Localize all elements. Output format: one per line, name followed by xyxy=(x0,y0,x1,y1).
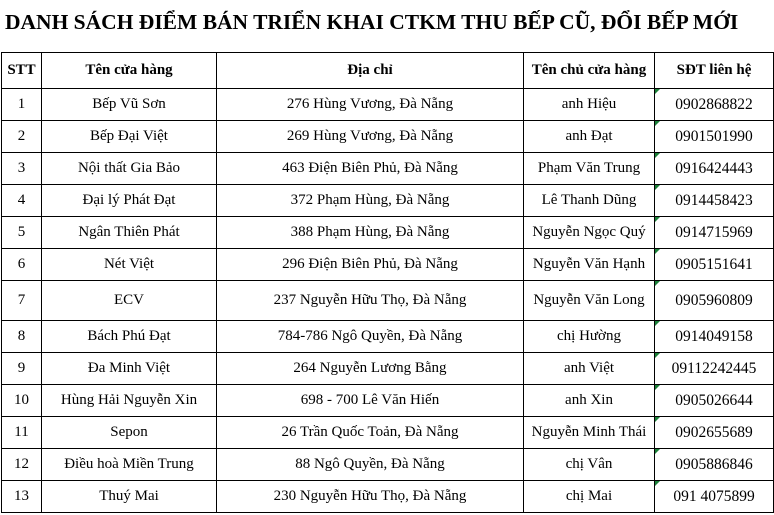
cell-stt[interactable]: 11 xyxy=(2,417,42,449)
comment-indicator-icon xyxy=(655,217,660,222)
cell-stt[interactable]: 13 xyxy=(2,481,42,513)
table-row xyxy=(2,449,774,481)
cell-owner[interactable]: chị Mai xyxy=(524,481,655,513)
cell-address[interactable]: 230 Nguyễn Hữu Thọ, Đà Nẵng xyxy=(217,481,524,513)
cell-owner[interactable]: Nguyễn Ngọc Quý xyxy=(524,217,655,249)
comment-indicator-icon xyxy=(655,321,660,326)
table-row xyxy=(2,153,774,185)
store-table xyxy=(1,52,774,513)
cell-stt[interactable]: 2 xyxy=(2,121,42,153)
cell-phone[interactable] xyxy=(655,153,774,185)
cell-owner[interactable]: anh Hiệu xyxy=(524,89,655,121)
cell-store-name[interactable]: Nét Việt xyxy=(42,249,217,281)
cell-store-name[interactable]: Điều hoà Miền Trung xyxy=(42,449,217,481)
cell-address[interactable]: 276 Hùng Vương, Đà Nẵng xyxy=(217,89,524,121)
cell-store-name[interactable]: Ngân Thiên Phát xyxy=(42,217,217,249)
comment-indicator-icon xyxy=(655,153,660,158)
cell-store-name[interactable]: Hùng Hải Nguyễn Xin xyxy=(42,385,217,417)
cell-stt[interactable]: 3 xyxy=(2,153,42,185)
cell-phone[interactable] xyxy=(655,217,774,249)
phone-number: 091 4075899 xyxy=(673,487,755,505)
table-row xyxy=(2,481,774,513)
phone-number: 0902868822 xyxy=(675,95,753,113)
comment-indicator-icon xyxy=(655,481,660,486)
cell-owner[interactable]: Nguyễn Văn Hạnh xyxy=(524,249,655,281)
cell-address[interactable]: 784-786 Ngô Quyền, Đà Nẵng xyxy=(217,321,524,353)
cell-address[interactable]: 698 - 700 Lê Văn Hiến xyxy=(217,385,524,417)
cell-address[interactable]: 26 Trần Quốc Toản, Đà Nẵng xyxy=(217,417,524,449)
phone-number: 0901501990 xyxy=(675,127,753,145)
cell-address[interactable]: 88 Ngô Quyền, Đà Nẵng xyxy=(217,449,524,481)
cell-stt[interactable]: 9 xyxy=(2,353,42,385)
cell-owner[interactable]: Phạm Văn Trung xyxy=(524,153,655,185)
phone-number: 0914458423 xyxy=(675,191,753,209)
cell-owner[interactable]: anh Xin xyxy=(524,385,655,417)
cell-address[interactable]: 296 Điện Biên Phủ, Đà Nẵng xyxy=(217,249,524,281)
phone-number: 0905886846 xyxy=(675,455,753,473)
cell-phone[interactable] xyxy=(655,121,774,153)
cell-phone[interactable] xyxy=(655,321,774,353)
phone-number: 0905026644 xyxy=(675,391,753,409)
cell-phone[interactable] xyxy=(655,249,774,281)
table-row xyxy=(2,185,774,217)
table-row xyxy=(2,321,774,353)
cell-owner[interactable]: Nguyễn Văn Long xyxy=(524,281,655,321)
cell-store-name[interactable]: Sepon xyxy=(42,417,217,449)
cell-address[interactable]: 372 Phạm Hùng, Đà Nẵng xyxy=(217,185,524,217)
comment-indicator-icon xyxy=(655,89,660,94)
comment-indicator-icon xyxy=(655,249,660,254)
cell-address[interactable]: 388 Phạm Hùng, Đà Nẵng xyxy=(217,217,524,249)
cell-owner[interactable]: anh Việt xyxy=(524,353,655,385)
cell-owner[interactable]: Lê Thanh Dũng xyxy=(524,185,655,217)
cell-stt[interactable]: 10 xyxy=(2,385,42,417)
header-row xyxy=(2,53,774,89)
table-row xyxy=(2,353,774,385)
phone-number: 0914049158 xyxy=(675,327,753,345)
table-body xyxy=(2,89,774,513)
cell-address[interactable]: 264 Nguyễn Lương Bằng xyxy=(217,353,524,385)
cell-owner[interactable]: chị Vân xyxy=(524,449,655,481)
cell-store-name[interactable]: Bếp Vũ Sơn xyxy=(42,89,217,121)
cell-owner[interactable]: chị Hường xyxy=(524,321,655,353)
comment-indicator-icon xyxy=(655,121,660,126)
comment-indicator-icon xyxy=(655,353,660,358)
header-phone[interactable]: SĐT liên hệ xyxy=(655,53,774,89)
comment-indicator-icon xyxy=(655,449,660,454)
cell-phone[interactable] xyxy=(655,449,774,481)
cell-stt[interactable]: 7 xyxy=(2,281,42,321)
cell-phone[interactable] xyxy=(655,481,774,513)
cell-stt[interactable]: 4 xyxy=(2,185,42,217)
table-row xyxy=(2,121,774,153)
table-row xyxy=(2,89,774,121)
phone-number: 0905151641 xyxy=(675,255,753,273)
phone-number: 0905960809 xyxy=(675,291,753,309)
cell-owner[interactable]: anh Đạt xyxy=(524,121,655,153)
phone-number: 0914715969 xyxy=(675,223,753,241)
cell-phone[interactable] xyxy=(655,385,774,417)
cell-address[interactable]: 269 Hùng Vương, Đà Nẵng xyxy=(217,121,524,153)
cell-stt[interactable]: 12 xyxy=(2,449,42,481)
cell-address[interactable]: 463 Điện Biên Phủ, Đà Nẵng xyxy=(217,153,524,185)
cell-store-name[interactable]: Bách Phú Đạt xyxy=(42,321,217,353)
cell-store-name[interactable]: Nội thất Gia Bảo xyxy=(42,153,217,185)
cell-address[interactable]: 237 Nguyễn Hữu Thọ, Đà Nẵng xyxy=(217,281,524,321)
sheet-title: DANH SÁCH ĐIỂM BÁN TRIỂN KHAI CTKM THU BẾP CŨ, ĐỔI BẾP MỚI xyxy=(5,10,739,34)
table-row xyxy=(2,217,774,249)
cell-store-name[interactable]: Thuý Mai xyxy=(42,481,217,513)
table-row xyxy=(2,249,774,281)
cell-stt[interactable]: 6 xyxy=(2,249,42,281)
header-owner[interactable]: Tên chủ cửa hàng xyxy=(524,53,655,89)
cell-store-name[interactable]: Đại lý Phát Đạt xyxy=(42,185,217,217)
cell-phone[interactable] xyxy=(655,281,774,321)
comment-indicator-icon xyxy=(655,385,660,390)
cell-stt[interactable]: 8 xyxy=(2,321,42,353)
header-address[interactable]: Địa chỉ xyxy=(217,53,524,89)
cell-store-name[interactable]: ECV xyxy=(42,281,217,321)
cell-phone[interactable] xyxy=(655,185,774,217)
phone-number: 09112242445 xyxy=(671,359,757,377)
cell-owner[interactable]: Nguyễn Minh Thái xyxy=(524,417,655,449)
phone-number: 0916424443 xyxy=(675,159,753,177)
comment-indicator-icon xyxy=(655,281,660,286)
comment-indicator-icon xyxy=(655,417,660,422)
cell-phone[interactable] xyxy=(655,353,774,385)
header-stt[interactable]: STT xyxy=(2,53,42,89)
table-row xyxy=(2,417,774,449)
cell-store-name[interactable]: Đa Minh Việt xyxy=(42,353,217,385)
cell-phone[interactable] xyxy=(655,89,774,121)
cell-stt[interactable]: 5 xyxy=(2,217,42,249)
cell-phone[interactable] xyxy=(655,417,774,449)
cell-store-name[interactable]: Bếp Đại Việt xyxy=(42,121,217,153)
header-store-name[interactable]: Tên cửa hàng xyxy=(42,53,217,89)
phone-number: 0902655689 xyxy=(675,423,753,441)
cell-stt[interactable]: 1 xyxy=(2,89,42,121)
table-row xyxy=(2,385,774,417)
comment-indicator-icon xyxy=(655,185,660,190)
table-row xyxy=(2,281,774,321)
